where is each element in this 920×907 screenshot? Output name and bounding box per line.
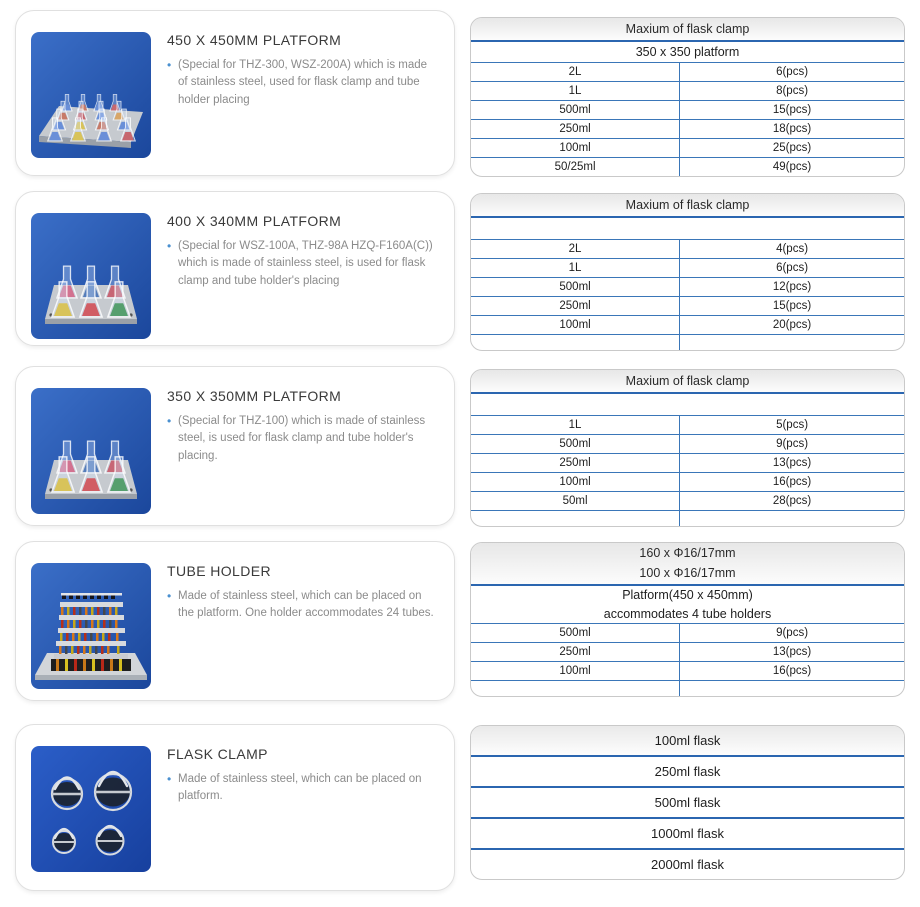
table-cell-qty: 13(pcs) <box>772 646 812 658</box>
table-cell-empty <box>680 681 904 696</box>
table-row <box>471 158 904 176</box>
product-description-text: (Special for THZ-100) which is made of stainless steel, is used for flask clamp and tube holder's placing. <box>178 415 426 462</box>
product-description <box>167 413 439 465</box>
table-row <box>471 473 904 492</box>
section-tube-holder <box>15 541 905 701</box>
table-cell-size: 500ml <box>471 624 680 642</box>
table-cell-size: 2L <box>471 240 680 258</box>
table-row <box>471 101 904 120</box>
table-row <box>471 139 904 158</box>
table-row <box>471 120 904 139</box>
table-header <box>471 543 904 586</box>
table-cell-size: 500ml <box>471 278 680 296</box>
flask-list-row: 250ml flask <box>471 757 904 788</box>
table-cell-qty: 8(pcs) <box>776 85 809 97</box>
table-cell-size: 500ml <box>471 101 680 119</box>
table-row-empty <box>471 511 904 526</box>
table-cell-qty: 49(pcs) <box>772 161 812 173</box>
table-cell-empty <box>680 511 904 526</box>
table-cell-size: 50ml <box>471 492 680 510</box>
product-description-text: Made of stainless steel, which can be placed on the platform. One holder accommodates 24 tubes. <box>178 590 434 620</box>
card-text-tube-holder <box>167 563 439 700</box>
product-description <box>167 588 439 623</box>
table-cell-size: 250ml <box>471 120 680 138</box>
section-flask-clamp <box>15 724 905 891</box>
section-400-platform <box>15 191 905 351</box>
table-cell-qty: 28(pcs) <box>772 495 812 507</box>
table-cell-qty: 15(pcs) <box>772 104 812 116</box>
bullet-dot-icon: • <box>167 58 172 72</box>
card-text-flask-clamp <box>167 746 439 890</box>
table-row <box>471 643 904 662</box>
table-cell-size: 1L <box>471 416 680 434</box>
table-row <box>471 435 904 454</box>
table-cell-qty: 18(pcs) <box>772 123 812 135</box>
table-cell-qty: 16(pcs) <box>772 476 812 488</box>
table-cell-qty: 5(pcs) <box>776 419 809 431</box>
product-card-400-platform <box>15 191 455 346</box>
photo-platform-450-with-flasks <box>31 32 151 158</box>
product-description <box>167 238 439 290</box>
table-cell-empty <box>471 511 680 526</box>
table-cell-size: 50/25ml <box>471 158 680 176</box>
table-row <box>471 662 904 681</box>
table-subheader-line1: Platform(450 x 450mm) <box>622 588 753 603</box>
table-row <box>471 278 904 297</box>
product-title: 450 X 450MM PLATFORM <box>167 32 342 48</box>
table-cell-size: 500ml <box>471 435 680 453</box>
photo-platform-400-with-flasks <box>31 213 151 339</box>
table-cell-empty <box>680 335 904 350</box>
table-subheader: 350 x 350 platform <box>471 42 904 63</box>
table-header-line1: 160 x Φ16/17mm <box>639 546 736 561</box>
table-row <box>471 416 904 435</box>
table-cell-qty: 4(pcs) <box>776 243 809 255</box>
product-description-text: (Special for THZ-300, WSZ-200A) which is made of stainless steel, used for flask clamp and tube holder placing <box>178 59 428 106</box>
table-cell-qty: 12(pcs) <box>772 281 812 293</box>
table-row <box>471 63 904 82</box>
table-header: Maxium of flask clamp <box>471 194 904 218</box>
photo-platform-350-with-flasks <box>31 388 151 514</box>
table-cell-size: 1L <box>471 82 680 100</box>
table-cell-qty: 25(pcs) <box>772 142 812 154</box>
table-cell-qty: 16(pcs) <box>772 665 812 677</box>
table-cell-empty <box>471 335 680 350</box>
photo-tube-holder-racks <box>31 563 151 689</box>
product-card-350-platform <box>15 366 455 526</box>
table-header: Maxium of flask clamp <box>471 18 904 42</box>
section-450-platform <box>15 10 905 177</box>
table-cell-qty: 9(pcs) <box>776 438 809 450</box>
table-cell-qty: 6(pcs) <box>776 262 809 274</box>
table-cell-qty: 15(pcs) <box>772 300 812 312</box>
card-text-450 <box>167 32 439 175</box>
bullet-dot-icon: • <box>167 414 172 428</box>
photo-flask-clamps <box>31 746 151 872</box>
table-cell-size: 100ml <box>471 316 680 334</box>
table-cell-size: 100ml <box>471 139 680 157</box>
section-350-platform <box>15 366 905 527</box>
table-cell-size: 100ml <box>471 473 680 491</box>
product-card-flask-clamp <box>15 724 455 891</box>
card-text-400 <box>167 213 439 345</box>
table-cell-size: 1L <box>471 259 680 277</box>
table-cell-size: 250ml <box>471 643 680 661</box>
table-subheader <box>471 586 904 624</box>
bullet-dot-icon: • <box>167 772 172 786</box>
table-row <box>471 259 904 278</box>
product-description <box>167 57 439 109</box>
product-title: TUBE HOLDER <box>167 563 271 579</box>
table-cell-qty: 9(pcs) <box>776 627 809 639</box>
table-row <box>471 316 904 335</box>
flask-list-row: 100ml flask <box>471 726 904 757</box>
table-cell-empty <box>471 681 680 696</box>
card-text-350 <box>167 388 439 525</box>
table-cell-size: 250ml <box>471 454 680 472</box>
table-cell-qty: 20(pcs) <box>772 319 812 331</box>
table-row <box>471 454 904 473</box>
spec-table-350-platform <box>470 369 905 527</box>
table-cell-size: 250ml <box>471 297 680 315</box>
flask-list-row: 1000ml flask <box>471 819 904 850</box>
product-title: 400 X 340MM PLATFORM <box>167 213 342 229</box>
table-row-empty <box>471 335 904 350</box>
product-card-450-platform <box>15 10 455 176</box>
product-description-text: (Special for WSZ-100A, THZ-98A HZQ-F160A(C)) which is made of stainless steel, is used for flask clamp and tube holder's placing <box>178 240 433 287</box>
product-description-text: Made of stainless steel, which can be placed on platform. <box>178 773 422 803</box>
bullet-dot-icon: • <box>167 589 172 603</box>
bullet-dot-icon: • <box>167 239 172 253</box>
table-subheader-line2: accommodates 4 tube holders <box>603 606 772 621</box>
flask-list-row: 500ml flask <box>471 788 904 819</box>
spec-table-450-platform <box>470 17 905 177</box>
table-header: Maxium of flask clamp <box>471 370 904 394</box>
product-title: 350 X 350MM PLATFORM <box>167 388 342 404</box>
table-header-line2: 100 x Φ16/17mm <box>639 565 736 580</box>
product-title: FLASK CLAMP <box>167 746 268 762</box>
table-row <box>471 492 904 511</box>
spec-table-400-platform <box>470 193 905 351</box>
table-cell-size: 2L <box>471 63 680 81</box>
table-cell-qty: 13(pcs) <box>772 457 812 469</box>
product-card-tube-holder <box>15 541 455 701</box>
table-row-empty <box>471 681 904 696</box>
table-row <box>471 297 904 316</box>
table-row <box>471 82 904 101</box>
product-description <box>167 771 439 806</box>
flask-list-row: 2000ml flask <box>651 857 724 872</box>
table-cell-size: 100ml <box>471 662 680 680</box>
spec-table-flask-clamp <box>470 725 905 880</box>
table-subheader-blank <box>471 394 904 416</box>
table-row <box>471 624 904 643</box>
table-row <box>471 240 904 259</box>
spec-table-tube-holder <box>470 542 905 697</box>
table-cell-qty: 6(pcs) <box>776 66 809 78</box>
table-subheader-blank <box>471 218 904 240</box>
